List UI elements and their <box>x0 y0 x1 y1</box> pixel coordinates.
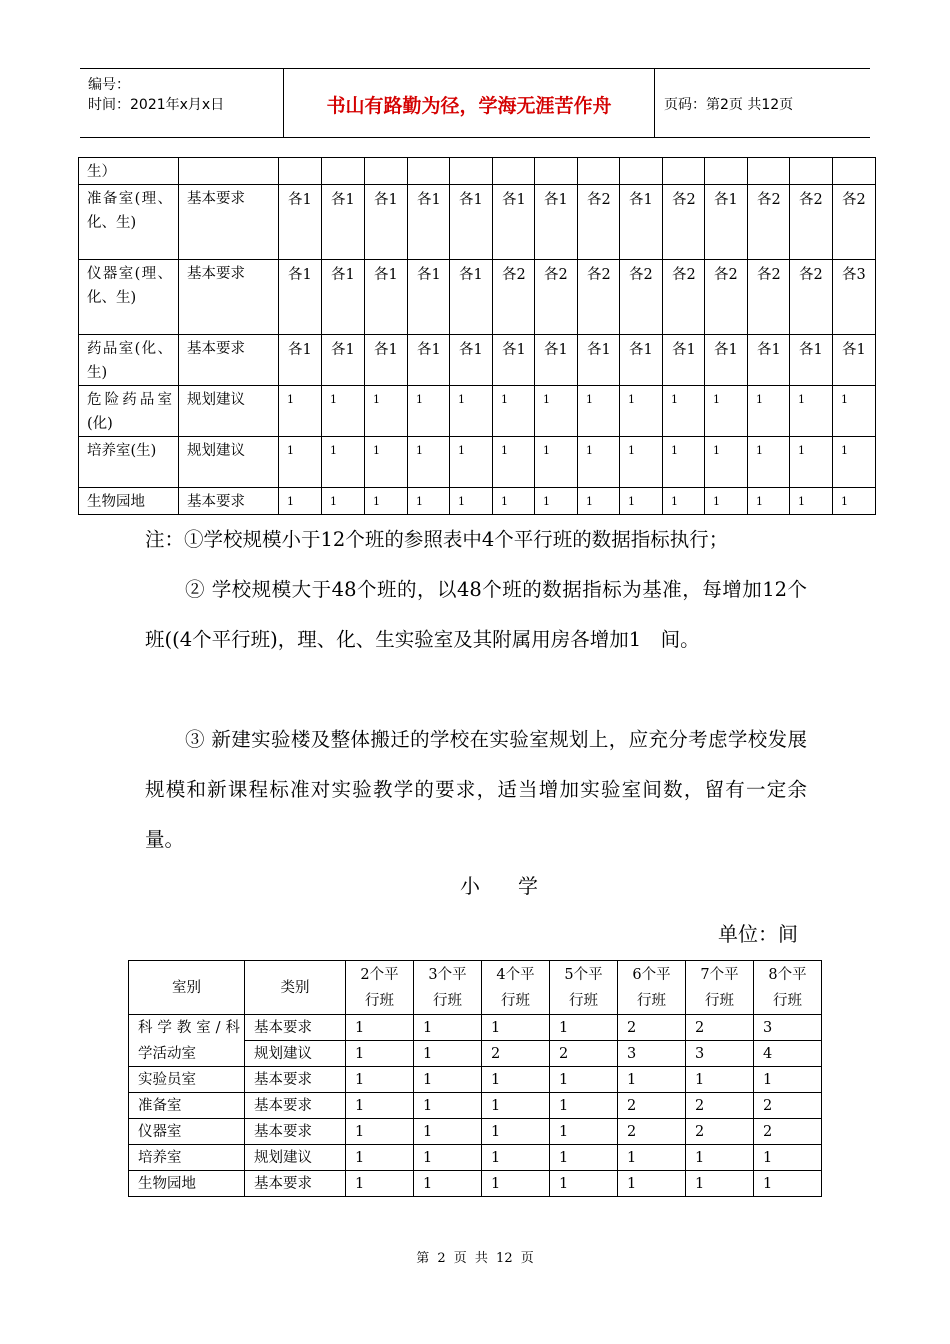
note-3: ③ 新建实验楼及整体搬迁的学校在实验室规划上，应充分考虑学校发展规模和新课程标准对实验教学的要求，适当增加实验室间数，留有一定余量。 <box>145 728 807 851</box>
value-cell: 各2 <box>578 185 620 260</box>
value-cell: 1 <box>535 437 578 488</box>
value-cell: 1 <box>833 437 876 488</box>
table-row <box>129 1171 822 1197</box>
value-cell: 1 <box>408 488 450 515</box>
room-name-cell: 生物园地 <box>129 1171 245 1197</box>
table-row <box>79 260 876 335</box>
value-cell <box>790 158 833 185</box>
value-cell: 1 <box>686 1067 754 1093</box>
value-cell: 各1 <box>578 335 620 386</box>
category-cell: 基本要求 <box>245 1015 346 1041</box>
table-row <box>129 1041 822 1067</box>
value-cell: 各1 <box>493 335 535 386</box>
table-row <box>79 158 876 185</box>
value-cell: 各1 <box>279 185 322 260</box>
value-cell: 各1 <box>535 335 578 386</box>
value-cell: 4 <box>754 1041 822 1067</box>
value-cell: 各2 <box>833 185 876 260</box>
room-name-cell: 培养室(生) <box>79 437 179 488</box>
value-cell: 2 <box>618 1015 686 1041</box>
table-row <box>79 488 876 515</box>
value-cell: 1 <box>279 437 322 488</box>
table-row <box>129 1067 822 1093</box>
value-cell: 各1 <box>620 335 663 386</box>
value-cell: 各1 <box>279 335 322 386</box>
value-cell: 2 <box>754 1119 822 1145</box>
value-cell: 各1 <box>450 260 493 335</box>
value-cell: 各2 <box>790 260 833 335</box>
value-cell: 1 <box>748 386 790 437</box>
value-cell <box>620 158 663 185</box>
value-cell: 各2 <box>663 260 705 335</box>
value-cell: 1 <box>686 1171 754 1197</box>
value-cell: 1 <box>365 437 408 488</box>
value-cell: 各1 <box>705 185 748 260</box>
value-cell: 1 <box>482 1119 550 1145</box>
value-cell <box>322 158 365 185</box>
value-cell: 1 <box>618 1067 686 1093</box>
column-header: 4个平行班 <box>482 961 550 1015</box>
value-cell <box>493 158 535 185</box>
value-cell: 各3 <box>833 260 876 335</box>
table-row <box>79 437 876 488</box>
value-cell: 2 <box>686 1015 754 1041</box>
value-cell: 1 <box>550 1015 618 1041</box>
header-row <box>129 961 822 1015</box>
value-cell: 1 <box>705 488 748 515</box>
value-cell: 1 <box>279 386 322 437</box>
category-cell: 基本要求 <box>245 1119 346 1145</box>
value-cell: 1 <box>535 488 578 515</box>
value-cell: 1 <box>482 1093 550 1119</box>
value-cell: 各2 <box>578 260 620 335</box>
category-cell: 基本要求 <box>245 1171 346 1197</box>
room-name-cell: 学活动室 <box>129 1041 245 1067</box>
value-cell: 1 <box>414 1067 482 1093</box>
category-cell: 基本要求 <box>245 1093 346 1119</box>
value-cell: 各1 <box>322 260 365 335</box>
value-cell <box>663 158 705 185</box>
value-cell: 各1 <box>408 335 450 386</box>
category-cell: 基本要求 <box>179 488 279 515</box>
value-cell: 1 <box>550 1145 618 1171</box>
value-cell: 1 <box>754 1145 822 1171</box>
value-cell: 1 <box>578 437 620 488</box>
page-indicator: 页码：第2页 共12页 <box>664 97 794 113</box>
value-cell: 1 <box>550 1093 618 1119</box>
value-cell <box>408 158 450 185</box>
value-cell: 各1 <box>450 185 493 260</box>
value-cell: 各1 <box>790 335 833 386</box>
value-cell: 1 <box>322 437 365 488</box>
column-header: 5个平行班 <box>550 961 618 1015</box>
column-header: 室别 <box>129 961 245 1015</box>
unit-label: 单位：间 <box>718 922 798 946</box>
value-cell: 1 <box>322 386 365 437</box>
value-cell: 1 <box>663 437 705 488</box>
value-cell: 1 <box>705 437 748 488</box>
room-name-cell: 仪器室 <box>129 1119 245 1145</box>
value-cell: 1 <box>550 1119 618 1145</box>
value-cell: 各2 <box>493 260 535 335</box>
value-cell: 各1 <box>705 335 748 386</box>
value-cell: 2 <box>618 1093 686 1119</box>
value-cell: 1 <box>686 1145 754 1171</box>
value-cell: 1 <box>663 386 705 437</box>
value-cell: 各1 <box>365 335 408 386</box>
category-cell: 规划建议 <box>245 1145 346 1171</box>
value-cell: 1 <box>365 386 408 437</box>
value-cell: 1 <box>790 437 833 488</box>
note-2: ② 学校规模大于48个班的，以48个班的数据指标为基准，每增加12个班((4个平行班)，理、化、生实验室及其附属用房各增加1 间。 <box>145 578 807 651</box>
value-cell: 1 <box>705 386 748 437</box>
value-cell: 2 <box>686 1093 754 1119</box>
table-row <box>79 335 876 386</box>
value-cell: 各1 <box>279 260 322 335</box>
column-header: 8个平行班 <box>754 961 822 1015</box>
value-cell: 1 <box>414 1041 482 1067</box>
value-cell: 1 <box>754 1171 822 1197</box>
column-header: 3个平行班 <box>414 961 482 1015</box>
value-cell: 1 <box>833 386 876 437</box>
page-footer: 第 2 页 共 12 页 <box>416 1251 534 1266</box>
value-cell: 1 <box>550 1171 618 1197</box>
value-cell <box>578 158 620 185</box>
value-cell: 3 <box>618 1041 686 1067</box>
value-cell: 各1 <box>365 260 408 335</box>
section-title: 小学 <box>460 874 576 898</box>
value-cell: 1 <box>346 1171 414 1197</box>
value-cell <box>748 158 790 185</box>
value-cell: 1 <box>578 488 620 515</box>
table-row <box>129 1145 822 1171</box>
category-cell: 基本要求 <box>179 260 279 335</box>
doc-number-label: 编号： <box>88 77 130 93</box>
category-cell: 基本要求 <box>179 335 279 386</box>
value-cell: 各1 <box>620 185 663 260</box>
value-cell: 各1 <box>493 185 535 260</box>
value-cell: 各2 <box>790 185 833 260</box>
column-header: 类别 <box>245 961 346 1015</box>
value-cell: 各1 <box>663 335 705 386</box>
column-header: 2个平行班 <box>346 961 414 1015</box>
value-cell: 1 <box>620 488 663 515</box>
room-name-cell: 准备室(理、化、生) <box>79 185 179 260</box>
value-cell <box>279 158 322 185</box>
value-cell: 1 <box>482 1145 550 1171</box>
value-cell <box>705 158 748 185</box>
value-cell: 1 <box>414 1119 482 1145</box>
room-name-cell: 生物园地 <box>79 488 179 515</box>
value-cell: 1 <box>450 488 493 515</box>
value-cell: 各2 <box>535 260 578 335</box>
value-cell: 2 <box>482 1041 550 1067</box>
value-cell: 1 <box>833 488 876 515</box>
value-cell: 1 <box>482 1015 550 1041</box>
value-cell: 2 <box>686 1119 754 1145</box>
value-cell: 1 <box>346 1093 414 1119</box>
value-cell: 各1 <box>365 185 408 260</box>
room-name-cell: 培养室 <box>129 1145 245 1171</box>
value-cell: 1 <box>346 1041 414 1067</box>
value-cell <box>833 158 876 185</box>
value-cell: 1 <box>346 1067 414 1093</box>
value-cell: 各2 <box>705 260 748 335</box>
page-header <box>80 68 870 138</box>
value-cell: 1 <box>754 1067 822 1093</box>
column-header: 6个平行班 <box>618 961 686 1015</box>
doc-time-label: 时间：2021年x月x日 <box>88 97 225 113</box>
value-cell: 3 <box>686 1041 754 1067</box>
value-cell: 1 <box>482 1067 550 1093</box>
value-cell: 各2 <box>663 185 705 260</box>
room-name-cell: 科学教室/科 <box>129 1015 245 1041</box>
value-cell: 各1 <box>833 335 876 386</box>
value-cell: 各1 <box>535 185 578 260</box>
value-cell: 1 <box>620 386 663 437</box>
value-cell: 1 <box>618 1145 686 1171</box>
value-cell: 各1 <box>408 260 450 335</box>
lab-room-table-secondary <box>78 157 876 515</box>
value-cell: 各2 <box>748 260 790 335</box>
header-meta <box>88 75 224 115</box>
value-cell: 1 <box>365 488 408 515</box>
value-cell: 1 <box>535 386 578 437</box>
header-motto: 书山有路勤为径，学海无涯苦作舟 <box>326 95 612 117</box>
value-cell: 1 <box>618 1171 686 1197</box>
value-cell: 1 <box>414 1171 482 1197</box>
table-row <box>129 1015 822 1041</box>
value-cell: 2 <box>550 1041 618 1067</box>
table-row <box>129 1093 822 1119</box>
value-cell: 1 <box>493 488 535 515</box>
value-cell: 各2 <box>620 260 663 335</box>
value-cell: 1 <box>322 488 365 515</box>
value-cell: 1 <box>663 488 705 515</box>
value-cell: 各2 <box>748 185 790 260</box>
value-cell: 1 <box>790 488 833 515</box>
room-name-cell: 危险药品室(化) <box>79 386 179 437</box>
value-cell: 各1 <box>322 185 365 260</box>
value-cell: 各1 <box>450 335 493 386</box>
value-cell <box>535 158 578 185</box>
room-name-cell: 实验员室 <box>129 1067 245 1093</box>
value-cell: 各1 <box>322 335 365 386</box>
category-cell: 规划建议 <box>179 386 279 437</box>
value-cell: 1 <box>482 1171 550 1197</box>
value-cell: 1 <box>414 1015 482 1041</box>
category-cell <box>179 158 279 185</box>
value-cell: 1 <box>450 386 493 437</box>
category-cell: 基本要求 <box>245 1067 346 1093</box>
value-cell: 3 <box>754 1015 822 1041</box>
room-name-cell: 仪器室(理、化、生) <box>79 260 179 335</box>
value-cell: 1 <box>414 1093 482 1119</box>
room-name-cell: 准备室 <box>129 1093 245 1119</box>
value-cell: 1 <box>279 488 322 515</box>
lab-room-table-primary <box>128 960 822 1197</box>
value-cell: 1 <box>550 1067 618 1093</box>
value-cell: 各1 <box>408 185 450 260</box>
value-cell: 1 <box>748 488 790 515</box>
value-cell: 1 <box>493 437 535 488</box>
table-row <box>79 386 876 437</box>
value-cell: 1 <box>346 1119 414 1145</box>
value-cell <box>365 158 408 185</box>
room-name-cell: 生） <box>79 158 179 185</box>
column-header: 7个平行班 <box>686 961 754 1015</box>
value-cell: 1 <box>408 437 450 488</box>
note-1: 注：①学校规模小于12个班的参照表中4个平行班的数据指标执行； <box>145 528 729 551</box>
value-cell: 1 <box>408 386 450 437</box>
room-name-cell: 药品室(化、生) <box>79 335 179 386</box>
value-cell: 1 <box>493 386 535 437</box>
value-cell: 各1 <box>748 335 790 386</box>
header-divider <box>654 69 655 137</box>
value-cell: 1 <box>748 437 790 488</box>
table-row <box>129 1119 822 1145</box>
value-cell: 1 <box>790 386 833 437</box>
value-cell: 1 <box>620 437 663 488</box>
value-cell: 1 <box>578 386 620 437</box>
category-cell: 规划建议 <box>179 437 279 488</box>
value-cell: 2 <box>754 1093 822 1119</box>
table-row <box>79 185 876 260</box>
value-cell: 1 <box>414 1145 482 1171</box>
value-cell <box>450 158 493 185</box>
value-cell: 1 <box>346 1015 414 1041</box>
value-cell: 2 <box>618 1119 686 1145</box>
value-cell: 1 <box>450 437 493 488</box>
category-cell: 基本要求 <box>179 185 279 260</box>
value-cell: 1 <box>346 1145 414 1171</box>
category-cell: 规划建议 <box>245 1041 346 1067</box>
